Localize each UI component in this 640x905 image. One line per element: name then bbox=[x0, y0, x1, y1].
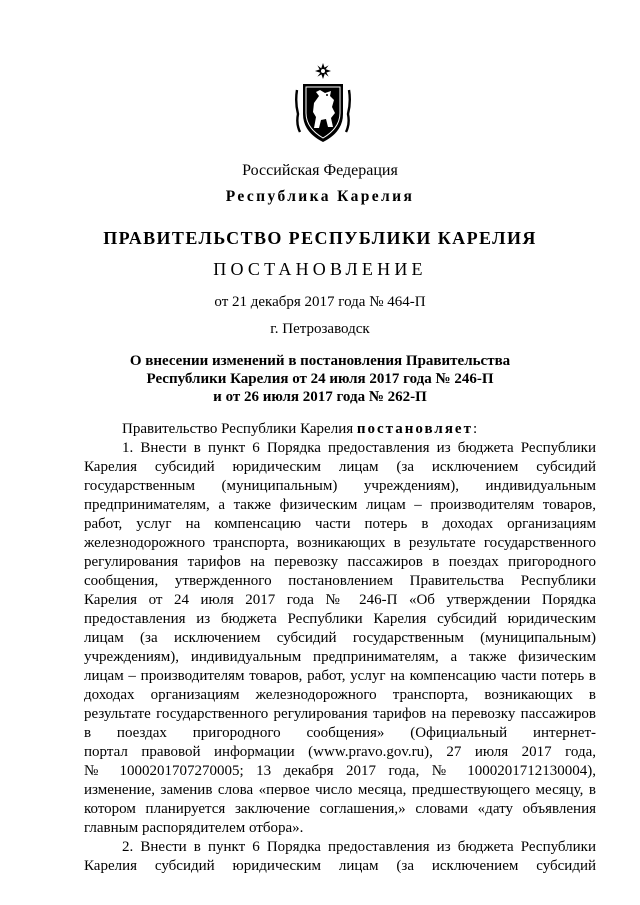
body-line: работ, услуг на компенсацию части потерь в доходах организациям bbox=[84, 516, 596, 532]
intro-line bbox=[84, 420, 596, 439]
document-date-number: от 21 декабря 2017 года № 464-П bbox=[214, 294, 426, 310]
government-title: ПРАВИТЕЛЬСТВО РЕСПУБЛИКИ КАРЕЛИЯ bbox=[103, 228, 537, 248]
intro-prefix: Правительство Республики Карелия bbox=[122, 421, 357, 437]
intro-verb: постановляет bbox=[356, 421, 473, 437]
intro-suffix: : bbox=[472, 421, 478, 437]
body-line: портал правовой информации (www.pravo.gov.ru), 27 июля 2017 года, bbox=[84, 744, 596, 760]
body-line: Карелия от 24 июля 2017 года № 246-П «Об утверждении Порядка bbox=[84, 592, 596, 608]
body-line: главным распорядителем отбора». bbox=[84, 820, 304, 836]
document-body bbox=[84, 420, 596, 876]
body-line: Карелия субсидий юридическим лицам (за исключением субсидий bbox=[84, 459, 596, 475]
body-line: предпринимателям, а также физическим лицам – производителям товаров, bbox=[84, 497, 596, 513]
body-line: в поездах пригородного сообщения» (Официальный интернет- bbox=[84, 725, 596, 741]
coat-of-arms-icon bbox=[294, 62, 352, 144]
title-line: Республики Карелия от 24 июля 2017 года № 246-П bbox=[146, 371, 494, 387]
country-name: Российская Федерация bbox=[242, 162, 398, 179]
republic-name: Республика Карелия bbox=[225, 188, 415, 205]
title-line: и от 26 июля 2017 года № 262-П bbox=[213, 389, 427, 405]
body-line: лицам – производителям товаров, работ, услуг на компенсацию части потерь в bbox=[84, 668, 596, 684]
body-line: учреждениям), индивидуальным предпринимателям, а также физическим bbox=[84, 649, 596, 665]
body-line: 1. Внести в пункт 6 Порядка предоставления из бюджета Республики bbox=[122, 440, 596, 456]
document-type: ПОСТАНОВЛЕНИЕ bbox=[213, 259, 427, 279]
body-line: лицам (за исключением субсидий государственным (муниципальным) bbox=[84, 630, 596, 646]
body-line: изменение, заменив слова «первое число месяца, предшествующего месяцу, в bbox=[84, 782, 596, 798]
body-line: 2. Внести в пункт 6 Порядка предоставления из бюджета Республики bbox=[122, 839, 596, 855]
body-line: № 1000201707270005; 13 декабря 2017 года, № 1000201712130004), bbox=[84, 763, 596, 779]
title-line: О внесении изменений в постановления Правительства bbox=[129, 353, 511, 369]
body-line: регулирования тарифов на перевозку пассажиров в поездах пригородного bbox=[84, 554, 596, 570]
body-line: государственным (муниципальным) учреждениям), индивидуальным bbox=[84, 478, 596, 494]
document-title bbox=[0, 352, 640, 406]
body-line: Карелия субсидий юридическим лицам (за исключением субсидий bbox=[84, 858, 596, 874]
body-line: железнодорожного транспорта, возникающих в результате государственного bbox=[84, 535, 596, 551]
body-line: результате государственного регулирования тарифов на перевозку пассажиров bbox=[84, 706, 596, 722]
body-line: сообщения, утвержденного постановлением Правительства Республики bbox=[84, 573, 596, 589]
body-line: доходах организациям железнодорожного транспорта, возникающих в bbox=[84, 687, 596, 703]
body-line: предоставления из бюджета Республики Карелия субсидий юридическим bbox=[84, 611, 596, 627]
body-line: котором планируется заключение соглашения,» словами «дату объявления bbox=[84, 801, 596, 817]
document-city: г. Петрозаводск bbox=[270, 321, 370, 337]
